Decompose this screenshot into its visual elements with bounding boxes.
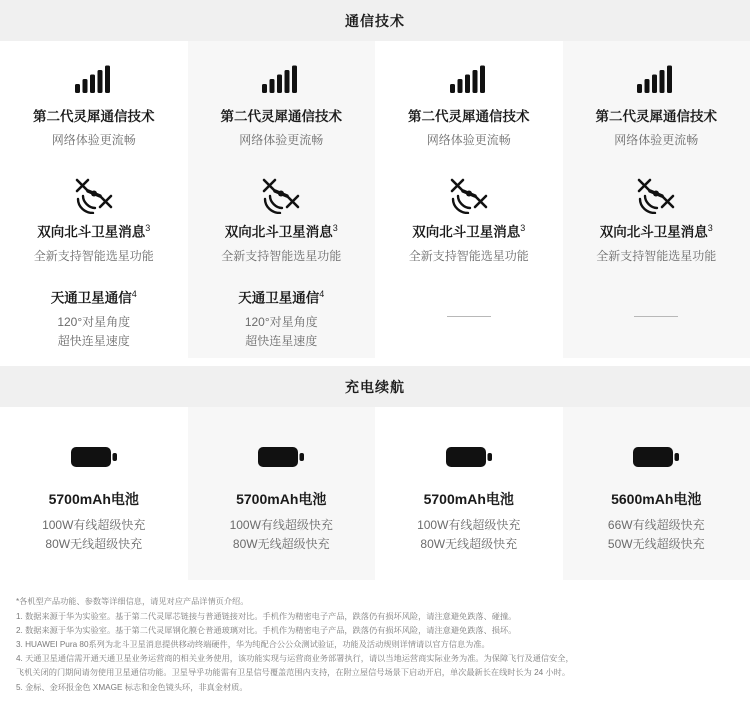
footnote-3: 3. HUAWEI Pura 80系列为北斗卫星消息提供移动终端硬件，华为纯配合公公众测试验证，功能及活动规则详情请以官方信息为准。 xyxy=(16,638,736,652)
footnote-4: 4. 天通卫星通信需开通天通卫星业务运营商的相关业务使用，该功能实现与运营商业务部署执行，请以当地运营商实际业务为准。为保障飞行及通信安全， xyxy=(16,652,736,666)
footnote-0: *各机型产品功能、参数等详细信息，请见对应产品详情页介绍。 xyxy=(16,595,736,609)
feature-sub: 全新支持智能选星功能 xyxy=(571,247,743,266)
feature-comm-3-2 xyxy=(375,156,563,272)
satellite-icon xyxy=(8,172,180,216)
charging-grid xyxy=(0,407,750,580)
feature-comm-2-2 xyxy=(188,156,376,272)
comm-column-2 xyxy=(188,41,376,358)
feature-charge-2 xyxy=(188,407,376,580)
feature-sub: 超快连星速度 xyxy=(196,332,368,351)
communication-grid xyxy=(0,41,750,358)
feature-comm-1-2 xyxy=(0,156,188,272)
feature-sub: 80W无线超级快充 xyxy=(8,535,180,554)
comm-column-1 xyxy=(0,41,188,358)
feature-sub: 100W有线超级快充 xyxy=(8,516,180,535)
feature-title-text: 双向北斗卫星消息 xyxy=(412,225,520,240)
satellite-icon xyxy=(571,172,743,216)
feature-title xyxy=(8,288,180,309)
feature-title xyxy=(571,107,743,127)
footnote-marker: 4 xyxy=(132,289,137,299)
feature-sub: 网络体验更流畅 xyxy=(383,131,555,150)
section-header-communication: 通信技术 xyxy=(0,0,750,41)
feature-comm-3-1 xyxy=(375,41,563,156)
feature-comm-1-1 xyxy=(0,41,188,156)
feature-title xyxy=(196,107,368,127)
feature-sub: 全新支持智能选星功能 xyxy=(383,247,555,266)
signal-bars-icon xyxy=(8,57,180,101)
feature-sub: 网络体验更流畅 xyxy=(571,131,743,150)
feature-title-text: 天通卫星通信 xyxy=(238,291,319,306)
feature-title xyxy=(383,107,555,127)
battery-icon xyxy=(383,431,555,483)
comm-column-3 xyxy=(375,41,563,358)
feature-charge-3 xyxy=(375,407,563,580)
charge-column-4 xyxy=(563,407,750,580)
feature-sub: 全新支持智能选星功能 xyxy=(8,247,180,266)
feature-sub: 网络体验更流畅 xyxy=(196,131,368,150)
charge-column-2 xyxy=(188,407,376,580)
feature-title: 5700mAh电池 xyxy=(8,489,180,510)
feature-title-text: 双向北斗卫星消息 xyxy=(600,225,708,240)
footnote-marker: 4 xyxy=(319,289,324,299)
feature-comm-3-3 xyxy=(375,272,563,323)
feature-title-text: 第二代灵犀通信技术 xyxy=(596,109,718,124)
feature-comm-4-3 xyxy=(563,272,750,323)
feature-sub: 66W有线超级快充 xyxy=(571,516,743,535)
feature-comm-4-2 xyxy=(563,156,750,272)
feature-title xyxy=(8,222,180,243)
feature-sub: 50W无线超级快充 xyxy=(571,535,743,554)
feature-comm-1-3 xyxy=(0,272,188,357)
section-header-charging: 充电续航 xyxy=(0,366,750,407)
footnote-1: 1. 数据来源于华为实验室。基于第二代灵犀芯链接与普通链接对比。手机作为精密电子产品，跌落仍有损坏风险，请注意避免跌落、碰撞。 xyxy=(16,610,736,624)
feature-title xyxy=(383,222,555,243)
feature-title: 5700mAh电池 xyxy=(196,489,368,510)
feature-charge-1 xyxy=(0,407,188,580)
feature-title-text: 第二代灵犀通信技术 xyxy=(408,109,530,124)
footnote-6: 5. 金标、金环报金色 XMAGE 标志和金色镜头环，非真金材质。 xyxy=(16,681,736,695)
charge-column-3 xyxy=(375,407,563,580)
footnote-marker: 3 xyxy=(520,223,525,233)
battery-icon xyxy=(196,431,368,483)
not-available-dash xyxy=(447,316,491,317)
feature-title-text: 第二代灵犀通信技术 xyxy=(221,109,343,124)
footnote-2: 2. 数据来源于华为实验室。基于第二代灵犀钢化膜仑普通玻璃对比。手机作为精密电子产品，跌落仍有损坏风险，请注意避免跌落、损坏。 xyxy=(16,624,736,638)
feature-sub: 100W有线超级快充 xyxy=(196,516,368,535)
satellite-icon xyxy=(383,172,555,216)
comm-column-4 xyxy=(563,41,750,358)
feature-charge-4 xyxy=(563,407,750,580)
feature-title xyxy=(196,288,368,309)
feature-sub: 80W无线超级快充 xyxy=(196,535,368,554)
footnotes xyxy=(0,580,750,705)
feature-title-text: 双向北斗卫星消息 xyxy=(225,225,333,240)
satellite-icon xyxy=(196,172,368,216)
feature-title xyxy=(8,107,180,127)
battery-icon xyxy=(571,431,743,483)
not-available-dash xyxy=(634,316,678,317)
feature-title: 5600mAh电池 xyxy=(571,489,743,510)
section-spacer xyxy=(0,358,750,366)
signal-bars-icon xyxy=(196,57,368,101)
feature-comm-4-1 xyxy=(563,41,750,156)
feature-title: 5700mAh电池 xyxy=(383,489,555,510)
footnote-marker: 3 xyxy=(708,223,713,233)
charge-column-1 xyxy=(0,407,188,580)
signal-bars-icon xyxy=(383,57,555,101)
signal-bars-icon xyxy=(571,57,743,101)
feature-sub: 100W有线超级快充 xyxy=(383,516,555,535)
feature-sub: 超快连星速度 xyxy=(8,332,180,351)
footnote-marker: 3 xyxy=(145,223,150,233)
battery-icon xyxy=(8,431,180,483)
feature-sub: 网络体验更流畅 xyxy=(8,131,180,150)
feature-sub: 120°对星角度 xyxy=(196,313,368,332)
feature-sub: 120°对星角度 xyxy=(8,313,180,332)
feature-title-text: 双向北斗卫星消息 xyxy=(37,225,145,240)
feature-title xyxy=(571,222,743,243)
feature-title-text: 天通卫星通信 xyxy=(51,291,132,306)
feature-sub: 80W无线超级快充 xyxy=(383,535,555,554)
footnote-5: 飞机关闭的门期间请勿使用卫星通信功能。卫星导乎功能需有卫星信号覆盖范围内支持，在附立屋信号场景下启动开启，单次最新长在线时长为 24 小时。 xyxy=(16,666,736,680)
footnote-marker: 3 xyxy=(333,223,338,233)
feature-title xyxy=(196,222,368,243)
feature-sub: 全新支持智能选星功能 xyxy=(196,247,368,266)
feature-comm-2-3 xyxy=(188,272,376,357)
feature-title-text: 第二代灵犀通信技术 xyxy=(33,109,155,124)
feature-comm-2-1 xyxy=(188,41,376,156)
